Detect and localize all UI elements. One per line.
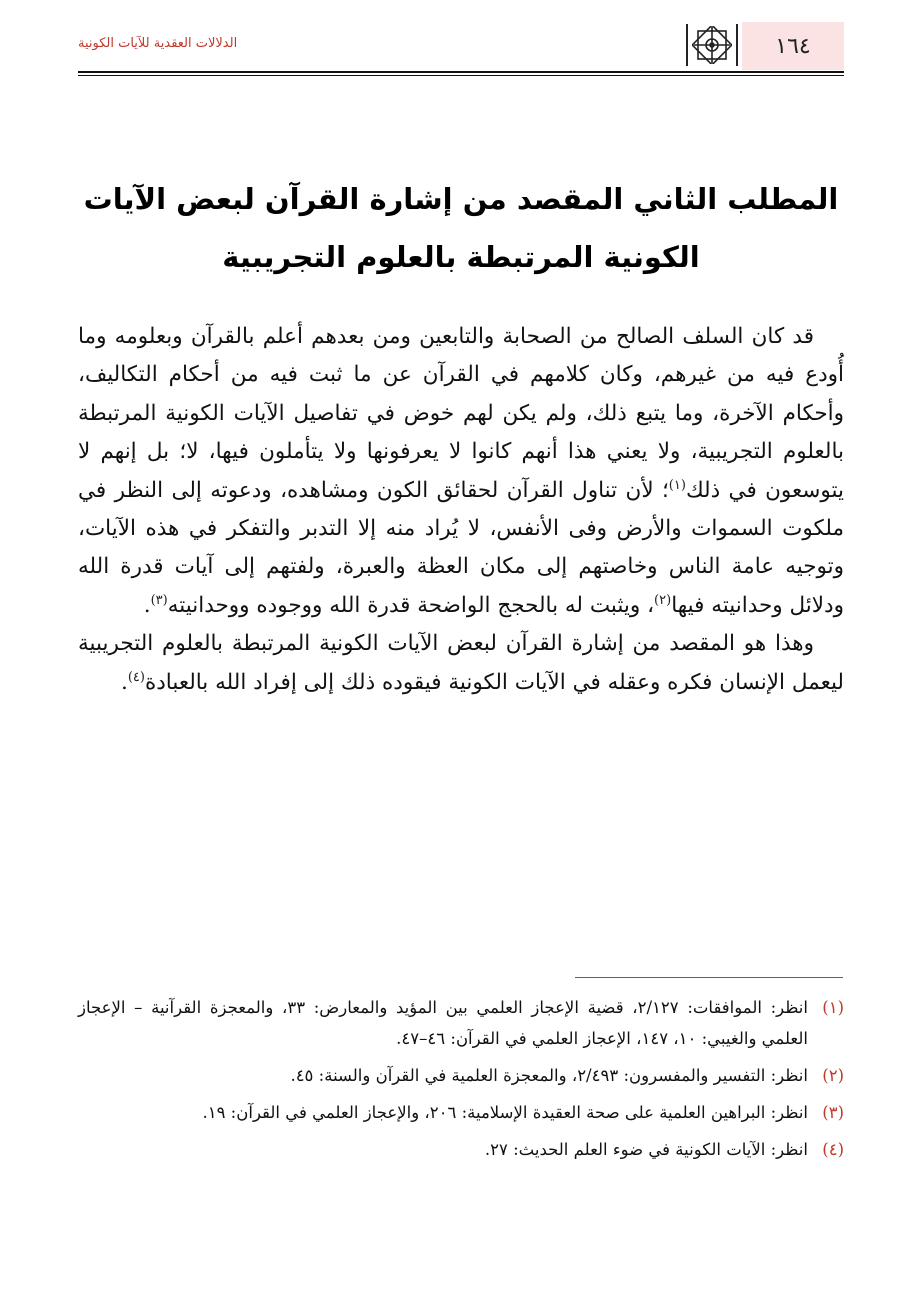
body-text xyxy=(78,318,844,702)
paragraph-2-text-b: . xyxy=(120,669,128,695)
ornament-icon xyxy=(686,24,738,66)
footnote-ref-2[interactable]: (٢) xyxy=(654,592,672,608)
footnote-text: انظر: التفسير والمفسرون: ٢/٤٩٣، والمعجزة العلمية في القرآن والسنة: ٤٥. xyxy=(290,1066,808,1085)
footnote-number: (٢) xyxy=(822,1066,844,1085)
paragraph-2-text-a: وهذا هو المقصد من إشارة القرآن لبعض الآيات الكونية المرتبطة بالعلوم التجريبية ليعمل الإنسان فكره وعقله في الآيات الكونية فيقوده ذلك إلى إفراد الله بالعبادة xyxy=(78,631,844,695)
footnote-number: (٤) xyxy=(822,1140,844,1159)
footnote-ref-4[interactable]: (٤) xyxy=(127,669,145,685)
paragraph-1-text-b: ؛ لأن تناول القرآن لحقائق الكون ومشاهده، ودعوته إلى النظر في ملكوت السموات والأرض وفى الأنفس، لا يُراد منه إلا التدبر والتفكر في هذه الآيات، وتوجيه عامة الناس وخاصتهم إلى مكان العظة والعبرة، ولفتهم إلى آيات قدرة الله ودلائل وحدانيته فيها xyxy=(78,477,844,618)
paragraph-1-text-c: ، ويثبت له بالحجج الواضحة قدرة الله ووجوده ووحدانيته xyxy=(167,592,655,618)
paragraph-2 xyxy=(78,625,844,702)
paragraph-1-text-d: . xyxy=(143,592,151,618)
footnote-1 xyxy=(78,992,844,1054)
paragraph-1 xyxy=(78,318,844,625)
heading-line-1: المطلب الثاني المقصد من إشارة القرآن لبعض الآيات xyxy=(83,182,839,216)
page-number: ١٦٤ xyxy=(742,22,844,70)
footnote-2 xyxy=(78,1060,844,1091)
footnote-number: (٣) xyxy=(822,1103,844,1122)
heading-line-2: الكونية المرتبطة بالعلوم التجريبية xyxy=(222,240,700,274)
paragraph-1-text-a: قد كان السلف الصالح من الصحابة والتابعين ومن بعدهم أعلم بالقرآن وبعلومه وما أُودع فيه من غيرهم، وكان كلامهم في القرآن عن ما ثبت فيه من أحكام التكاليف، وأحكام الآخرة، وما يتبع ذلك، ولم يكن لهم خوض في تفاصيل الآيات الكونية المرتبطة بالعلوم التجريبية، ولا يعني هذا أنهم كانوا لا يعرفونها ولا يتأملون فيها، لا؛ بل إنهم لا يتوسعون في ذلك xyxy=(78,324,844,503)
footnote-number: (١) xyxy=(822,998,844,1017)
running-title: الدلالات العقدية للآيات الكونية xyxy=(78,36,238,51)
footnote-text: انظر: الآيات الكونية في ضوء العلم الحديث: ٢٧. xyxy=(484,1140,808,1159)
section-heading xyxy=(78,170,844,286)
footnote-3 xyxy=(78,1097,844,1128)
header-divider-thin xyxy=(78,75,844,76)
footnotes xyxy=(78,992,844,1171)
footnote-4 xyxy=(78,1134,844,1165)
footnote-ref-3[interactable]: (٣) xyxy=(150,592,168,608)
footnote-divider xyxy=(575,977,843,978)
footnote-ref-1[interactable]: (١) xyxy=(668,477,686,493)
page-header xyxy=(78,22,844,70)
footnote-text: انظر: البراهين العلمية على صحة العقيدة الإسلامية: ٢٠٦، والإعجاز العلمي في القرآن: ١٩. xyxy=(202,1103,808,1122)
footnote-text: انظر: الموافقات: ٢/١٢٧، قضية الإعجاز العلمي بين المؤيد والمعارض: ٣٣، والمعجزة القرآنية – الإعجاز العلمي والغيبي: ١٠، ١٤٧، الإعجاز العلمي في القرآن: ٤٦–٤٧. xyxy=(78,998,808,1048)
header-divider xyxy=(78,71,844,73)
